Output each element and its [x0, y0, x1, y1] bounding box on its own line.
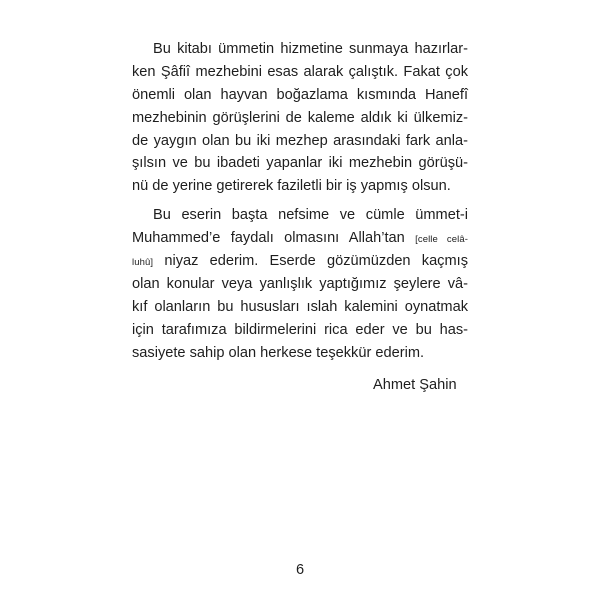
- text-line: mezhebinin görüşlerini de kaleme aldık ki ülkemiz-: [132, 109, 468, 126]
- text-line: kıf olanların bu hususları ıslah kalemini oynatmak: [132, 298, 468, 315]
- text-segment: niyaz ederim. Eserde gözümüzden kaçmış: [164, 253, 468, 270]
- page-number: 6: [295, 562, 305, 578]
- honorific-text: luhû]: [132, 257, 154, 269]
- text-line: sasiyete sahip olan herkese teşekkür ederim.: [132, 344, 425, 361]
- text-line: şılsın ve bu ibadeti yapanlar iki mezhebin görüşü-: [132, 155, 468, 172]
- paragraph-1: [132, 38, 468, 198]
- text-line: nü de yerine getirerek faziletli bir iş yapmış olsun.: [132, 178, 451, 195]
- text-line: de yaygın olan bu iki mezhep arasındaki fark anla-: [132, 132, 468, 149]
- text-line: ken Şâfiî mezhebini esas alarak çalıştık. Fakat çok: [132, 63, 468, 80]
- author-signature: Ahmet Şahin: [373, 377, 457, 393]
- text-line: için tarafımıza bildirmelerini rica eder ve bu has-: [132, 321, 468, 338]
- text-line: Bu kitabı ümmetin hizmetine sunmaya hazırlar-: [153, 41, 468, 57]
- honorific-text: [celle celâ-: [415, 234, 469, 246]
- text-line-with-honorific: [132, 227, 468, 250]
- body-text: [132, 38, 468, 364]
- text-line: olan konular veya yanlışlık yaptığımız şeylere vâ-: [132, 275, 468, 292]
- text-line: önemli olan hayvan boğazlama kısmında Hanefî: [132, 86, 468, 103]
- text-line: Bu eserin başta nefsime ve cümle ümmet-i: [153, 207, 468, 224]
- text-line-with-honorific: [132, 250, 468, 273]
- paragraph-2: [132, 204, 468, 364]
- text-segment: Muhammed’e faydalı olmasını Allah’tan: [132, 230, 405, 247]
